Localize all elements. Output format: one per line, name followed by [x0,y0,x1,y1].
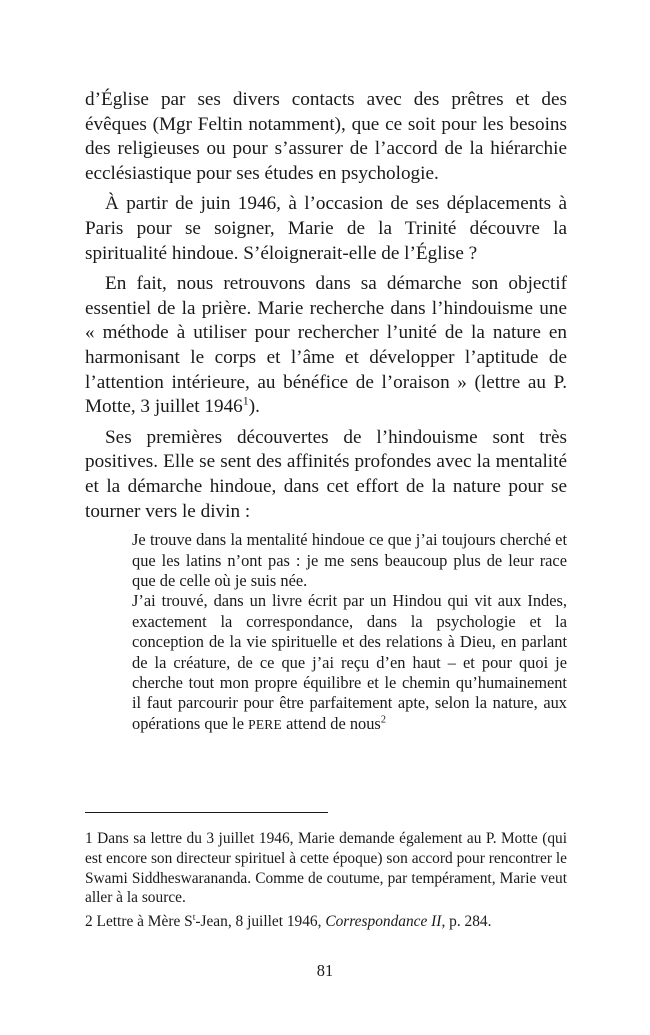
footnote-2-sup: t [192,912,196,924]
main-text [85,88,567,735]
footnote-2 [85,912,567,932]
footnote-ref-2[interactable]: 2 [380,714,386,726]
paragraph-3-text: En fait, nous retrouvons dans sa démarche son objectif essentiel de la prière. Marie recherche dans l’hindouisme une « méthode à utiliser pour rechercher l’unité de la nature en harmonisant le corps et l’âme et développer l’aptitude de l’attention intérieure, au bénéfice de l’oraison » (lettre au P. Motte, 3 juillet 1946 [85,273,567,418]
quote-paragraph-2 [132,591,567,735]
paragraph-4: Ses premières découvertes de l’hindouisme sont très positives. Elle se sent des affinités profondes avec la mentalité et la démarche hindoue, dans cet effort de la nature pour se tourner vers le divin : [85,426,567,522]
footnote-2-end: , p. 284. [441,913,492,931]
block-quote [132,530,567,735]
quote-paragraph-2-text: J’ai trouvé, dans un livre écrit par un Hindou qui vit aux Indes, exactement la correspondance, dans la psychologie et la conception de la vie spirituelle et des relations à Dieu, en parlant de la créature, de ce que j’ai reçu d’en haut – et pour quoi je cherche tout mon propre équilibre et le chemin qu’humainement il faut parcourir pour être parfaitement apte, selon la nature, aux opérations que le [132,591,567,733]
quote-pere: PERE [248,716,283,732]
footnote-2-mid: -Jean, 8 juillet 1946, [195,913,322,931]
quote-paragraph-2-end: attend de nous [286,713,381,733]
footnote-2-title: Correspondance II [325,913,442,931]
paragraph-3 [85,272,567,420]
footnote-ref-1[interactable]: 1 [242,393,249,408]
footnotes [85,829,567,936]
footnote-separator [85,812,328,813]
page-number: 81 [316,961,334,980]
paragraph-3-end: ). [248,396,260,418]
footnote-2-start: 2 Lettre à Mère S [85,913,193,931]
paragraph-1: d’Église par ses divers contacts avec des prêtres et des évêques (Mgr Feltin notamment), que ce soit pour les besoins des religieuses ou pour s’assurer de l’accord de la hiérarchie ecclésiastique pour ses études en psychologie. [85,89,567,184]
footnote-1: 1 Dans sa lettre du 3 juillet 1946, Marie demande également au P. Motte (qui est encore son directeur spirituel à cette époque) son accord pour rencontrer le Swami Siddheswarananda. Comme de coutume, par tempérament, Marie veut aller à la source. [85,830,567,907]
paragraph-2: À partir de juin 1946, à l’occasion de ses déplacements à Paris pour se soigner, Marie de la Trinité découvre la spiritualité hindoue. S’éloignerait-elle de l’Église ? [85,193,567,264]
quote-paragraph-1: Je trouve dans la mentalité hindoue ce que j’ai toujours cherché et que les latins n’ont pas : je me sens beaucoup plus de leur race que de celle où je suis née. [132,530,567,590]
